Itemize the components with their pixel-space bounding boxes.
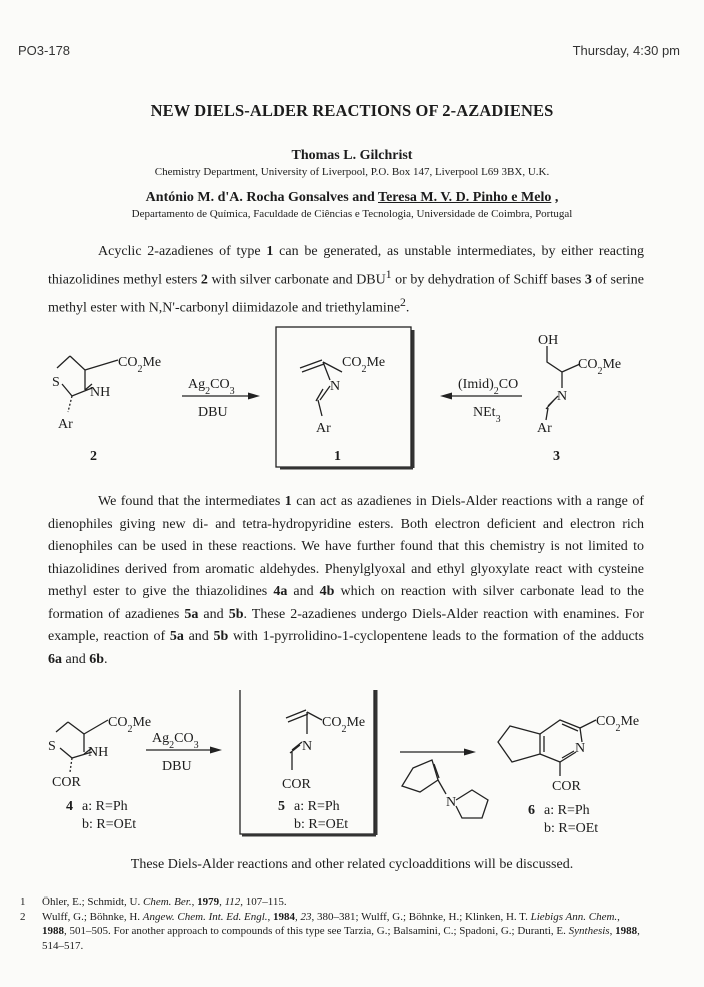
- reagent-ag2co3: $Ag_2CO_3$: [152, 731, 199, 751]
- nitrogen-label: N: [330, 379, 341, 394]
- paragraph-intro: [48, 241, 644, 320]
- ref-pages: , 514–517.: [42, 925, 640, 952]
- variant-a: a: R=Ph: [294, 799, 340, 814]
- nitrogen-label: N: [302, 739, 313, 754]
- affiliation-2: Departamento de Química, Faculdade de Ciências e Tecnologia, Universidade de Coimbra, Portugal: [131, 208, 573, 220]
- co2me-label: $CO_2Me$: [108, 715, 152, 735]
- aryl-label: Ar: [316, 421, 331, 436]
- compound-ref: 4b: [319, 584, 335, 599]
- ref-pages: , 380–381; Wulff, G.; Böhnke, H.; Klinken, H. T.: [311, 910, 531, 923]
- text: with silver carbonate and DBU: [207, 272, 386, 288]
- compound-ref: 2: [200, 272, 208, 288]
- text: and: [62, 651, 90, 667]
- references: [20, 895, 640, 953]
- ref-year: 1988: [42, 925, 64, 937]
- citation-2[interactable]: 2: [400, 295, 406, 309]
- text: and: [183, 629, 214, 644]
- compound-ref: 3: [584, 272, 592, 288]
- ref-sep: ,: [295, 910, 301, 923]
- text: can act as azadienes in Diels-Alder reactions with a range of dienophiles giving new di- and tetra-hydropyridine esters. Both electron deficient and electron rich dienophiles can be used in these reactions. We have further found that this chemistry is not limited to thiazolidines derived from aromatic aldehydes. Phenylglyoxal and ethyl glyoxylate react with cysteine methyl ester to give the thiazolidines: [48, 494, 644, 599]
- compound-5-boxed: [240, 690, 376, 835]
- compound-ref: 1: [284, 494, 292, 509]
- compound-number: 3: [553, 449, 560, 464]
- ref-journal: Angew. Chem. Int. Ed. Engl.: [142, 910, 268, 923]
- ref-pages: , 107–115.: [240, 896, 287, 908]
- reaction-arrow-forward: [182, 377, 260, 420]
- ref-sep: ,: [191, 896, 198, 908]
- compound-ref: 5b: [213, 629, 229, 644]
- compound-3-structure: [537, 333, 621, 464]
- closing-statement: These Diels-Alder reactions and other related cycloadditions will be discussed.: [130, 857, 574, 872]
- compound-ref: 5a: [169, 629, 184, 644]
- text: and: [198, 606, 229, 622]
- ref-sep: ,: [617, 910, 620, 923]
- compound-number: 1: [334, 449, 341, 464]
- ref-volume: 112: [224, 896, 241, 908]
- ref-sep: ,: [219, 896, 225, 908]
- co2me-label: $CO_2Me$: [322, 715, 366, 735]
- arrow-head-icon: [248, 393, 260, 400]
- ref-text: , 501–505. For another approach to compounds of this type see Tarzia, G.; Balsamini, C.; Spadoni, G.; Duranti, E.: [64, 925, 569, 937]
- reference-2: [20, 910, 640, 954]
- ref-volume: 23: [300, 910, 312, 923]
- reagent-dbu: DBU: [198, 405, 228, 420]
- reference-number: 2: [20, 910, 26, 923]
- ref-sep: ,: [267, 910, 274, 923]
- nh-label: NH: [90, 385, 111, 400]
- text: .: [104, 651, 108, 667]
- author-line-2: [0, 190, 704, 206]
- compound-ref: 1: [266, 244, 274, 259]
- text: . These 2-azadienes undergo Diels-Alder reaction with enamines. For example, reaction of: [48, 606, 645, 644]
- co2me-label: $CO_2Me$: [342, 355, 386, 375]
- author-punct: ,: [551, 190, 559, 205]
- abstract-code: PO3-178: [18, 43, 71, 58]
- text: of serine methyl ester with N,N'-carbonyl diimidazole and triethylamine: [48, 272, 644, 316]
- nitrogen-label: N: [446, 795, 457, 810]
- compound-ref: 5b: [228, 606, 244, 622]
- ref-sep: ,: [609, 925, 616, 937]
- hydroxyl-label: OH: [538, 333, 559, 348]
- aryl-label: Ar: [58, 417, 73, 432]
- compound-4-structure: [48, 715, 151, 832]
- compound-number: 5: [278, 799, 285, 814]
- citation-1[interactable]: 1: [385, 267, 392, 281]
- compound-ref: 6a: [48, 651, 62, 667]
- author-names: António M. d'A. Rocha Gonsalves and: [145, 190, 379, 205]
- co2me-label: $CO_2Me$: [578, 357, 622, 377]
- text: with 1-pyrrolidino-1-cyclopentene leads to the formation of the adducts: [228, 629, 645, 644]
- compound-ref: 6b: [89, 651, 105, 667]
- aryl-label: Ar: [537, 421, 552, 436]
- text: or by dehydration of Schiff bases: [391, 272, 585, 288]
- variant-b: b: R=OEt: [544, 821, 599, 836]
- compound-number: 4: [66, 799, 73, 814]
- ref-authors: Öhler, E.; Schmidt, U.: [42, 896, 143, 908]
- arrow-head-icon: [210, 747, 222, 754]
- presenting-author: Teresa M. V. D. Pinho e Melo: [378, 190, 552, 205]
- reaction-arrow-forward: [146, 731, 222, 774]
- reference-number: 1: [20, 896, 26, 908]
- compound-ref: 4a: [273, 584, 288, 599]
- text: .: [405, 300, 410, 316]
- co2me-label: $CO_2Me$: [596, 714, 640, 734]
- text: can be generated, as unstable intermediates, by either reacting thiazolidines methyl esters: [48, 244, 645, 288]
- variant-a: a: R=Ph: [82, 799, 128, 814]
- text: and: [287, 584, 320, 599]
- compound-number: 6: [528, 803, 535, 818]
- cor-label: COR: [552, 779, 581, 794]
- pyrrolidino-cyclopentene-structure: [402, 760, 488, 818]
- session-time: Thursday, 4:30 pm: [572, 43, 680, 58]
- compound-2-structure: [52, 355, 161, 464]
- variant-b: b: R=OEt: [294, 817, 349, 832]
- ref-authors: Wulff, G.; Böhnke, H.: [42, 910, 143, 923]
- reagent-dbu: DBU: [162, 759, 192, 774]
- text: We found that the intermediates: [98, 494, 285, 509]
- sulfur-label: S: [48, 739, 56, 754]
- text: which on reaction with silver carbonate lead to the formation of azadienes: [48, 584, 644, 622]
- variant-a: a: R=Ph: [544, 803, 590, 818]
- arrow-head-icon: [464, 749, 476, 756]
- sulfur-label: S: [52, 375, 60, 390]
- ref-journal: Synthesis: [568, 925, 610, 937]
- compound-number: 2: [90, 449, 97, 464]
- arrow-head-icon: [440, 393, 452, 400]
- cor-label: COR: [52, 775, 81, 790]
- scheme-1: [0, 320, 704, 470]
- reagent-imid2co: $(Imid)_2CO$: [458, 377, 519, 397]
- compound-6-structure: [498, 714, 639, 836]
- compound-ref: 5a: [184, 606, 199, 622]
- reaction-arrow-backward: [440, 377, 522, 425]
- compound-1-boxed: [276, 327, 413, 468]
- ref-year: 1979: [197, 896, 220, 908]
- nitrogen-label: N: [575, 741, 586, 756]
- nh-label: NH: [88, 745, 109, 760]
- ref-journal: Liebigs Ann. Chem.: [530, 910, 618, 923]
- text: Acyclic 2-azadienes of type: [98, 244, 267, 259]
- author-line-1: Thomas L. Gilchrist: [291, 148, 413, 163]
- paper-title: NEW DIELS-ALDER REACTIONS OF 2-AZADIENES: [150, 101, 554, 120]
- nitrogen-label: N: [557, 389, 568, 404]
- paragraph-results: [48, 491, 644, 671]
- reaction-arrow-enamine: [400, 749, 476, 756]
- cor-label: COR: [282, 777, 311, 792]
- reagent-net3: NEt$_3$: [473, 405, 501, 425]
- affiliation-1: Chemistry Department, University of Liverpool, P.O. Box 147, Liverpool L69 3BX, U.K.: [154, 166, 550, 178]
- reagent-ag2co3: $Ag_2CO_3$: [188, 377, 235, 397]
- variant-b: b: R=OEt: [82, 817, 137, 832]
- reference-1: [20, 895, 640, 910]
- ref-journal: Chem. Ber.: [143, 896, 192, 908]
- co2me-label: $CO_2Me$: [118, 355, 162, 375]
- ref-year: 1984: [273, 910, 296, 923]
- scheme-2: [0, 690, 704, 850]
- ref-year: 1988: [615, 925, 638, 937]
